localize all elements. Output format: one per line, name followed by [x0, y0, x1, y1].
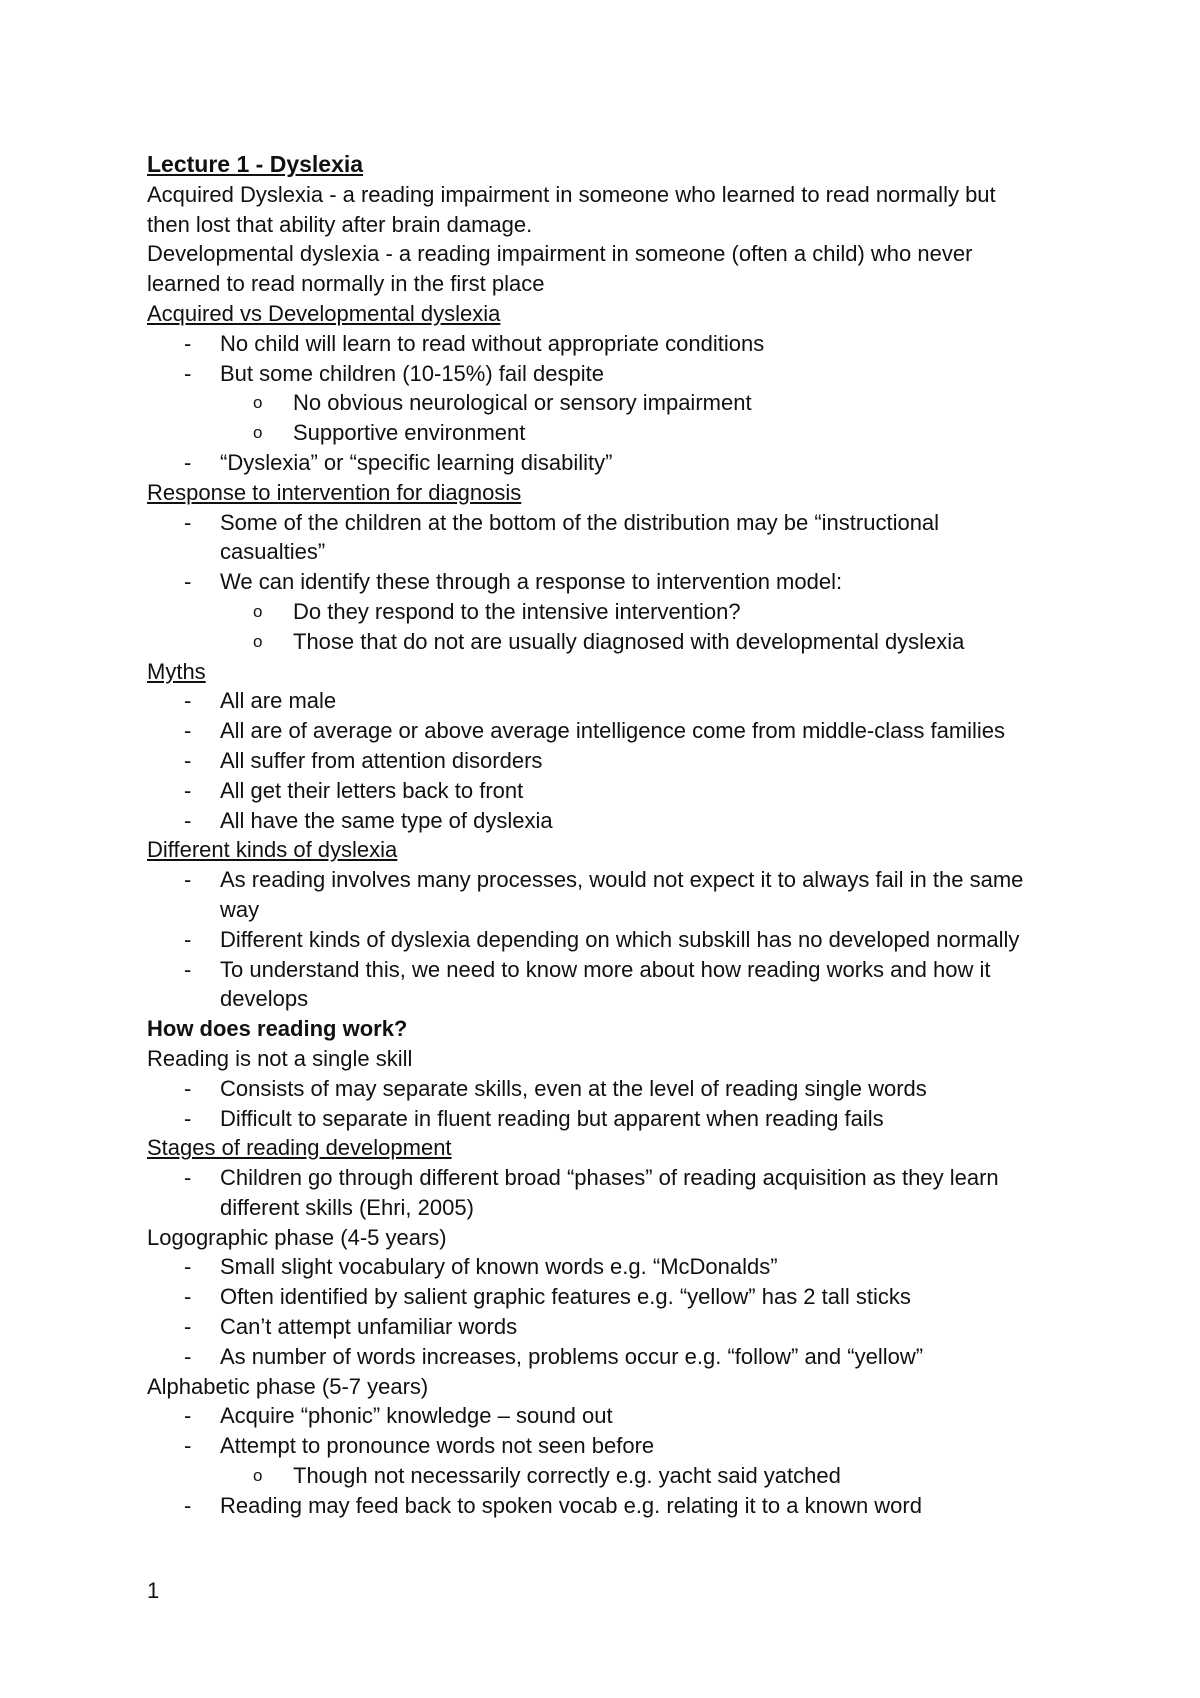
paragraph-line: Reading is not a single skill — [147, 1045, 413, 1071]
bullet-text: But some children (10-15%) fail despite — [220, 360, 604, 386]
dash-bullet-icon: - — [184, 569, 192, 595]
bullet-item — [147, 686, 1047, 716]
circle-bullet-icon: o — [253, 1466, 263, 1486]
bullet-item — [147, 1163, 1047, 1223]
bullet-item — [147, 1074, 1047, 1104]
dash-bullet-icon: - — [184, 509, 192, 535]
dash-bullet-icon: - — [184, 1314, 192, 1340]
paragraph-line: then lost that ability after brain damage. — [147, 211, 533, 237]
sub-bullet-item — [147, 388, 1047, 418]
bullet-text: Some of the children at the bottom of the distribution may be “instructional casualties” — [220, 509, 940, 565]
bullet-text: Acquire “phonic” knowledge – sound out — [220, 1403, 613, 1429]
dash-bullet-icon: - — [184, 360, 192, 386]
paragraph-line: Acquired Dyslexia - a reading impairment in someone who learned to read normally but — [147, 181, 996, 207]
bullet-item — [147, 1282, 1047, 1312]
bullet-item — [147, 865, 1047, 925]
bullet-text: Attempt to pronounce words not seen before — [220, 1433, 655, 1459]
circle-bullet-icon: o — [253, 393, 263, 413]
bullet-item — [147, 955, 1047, 1015]
paragraph-line: Developmental dyslexia - a reading impairment in someone (often a child) who never — [147, 241, 973, 267]
section-heading: Stages of reading development — [147, 1135, 452, 1161]
bullet-text: Those that do not are usually diagnosed with developmental dyslexia — [293, 628, 965, 654]
dash-bullet-icon: - — [184, 1284, 192, 1310]
bullet-text: Consists of may separate skills, even at the level of reading single words — [220, 1075, 927, 1101]
bullet-text: Difficult to separate in fluent reading but apparent when reading fails — [220, 1105, 884, 1131]
bullet-text: As number of words increases, problems occur e.g. “follow” and “yellow” — [220, 1343, 924, 1369]
dash-bullet-icon: - — [184, 926, 192, 952]
bullet-text: Small slight vocabulary of known words e.g. “McDonalds” — [220, 1254, 778, 1280]
bullet-text: Though not necessarily correctly e.g. yacht said yatched — [293, 1463, 841, 1489]
bullet-item — [147, 1401, 1047, 1431]
paragraph-line: Logographic phase (4-5 years) — [147, 1224, 447, 1250]
circle-bullet-icon: o — [253, 423, 263, 443]
bullet-text: Different kinds of dyslexia depending on which subskill has no developed normally — [220, 926, 1020, 952]
section-heading: Different kinds of dyslexia — [147, 837, 398, 863]
bullet-item — [147, 508, 1047, 568]
bullet-text: Do they respond to the intensive intervention? — [293, 598, 741, 624]
section-heading-bold: How does reading work? — [147, 1016, 408, 1042]
dash-bullet-icon: - — [184, 867, 192, 893]
document-body — [147, 150, 1047, 1521]
bullet-text: All are male — [220, 688, 337, 714]
lecture-notes — [147, 180, 1047, 1521]
bullet-item — [147, 1491, 1047, 1521]
dash-bullet-icon: - — [184, 449, 192, 475]
dash-bullet-icon: - — [184, 1343, 192, 1369]
sub-bullet-item — [147, 1461, 1047, 1491]
bullet-item — [147, 746, 1047, 776]
dash-bullet-icon: - — [184, 1075, 192, 1101]
dash-bullet-icon: - — [184, 1105, 192, 1131]
bullet-item — [147, 1431, 1047, 1461]
dash-bullet-icon: - — [184, 1165, 192, 1191]
dash-bullet-icon: - — [184, 807, 192, 833]
bullet-item — [147, 925, 1047, 955]
bullet-text: No obvious neurological or sensory impairment — [293, 390, 752, 416]
page-number: 1 — [147, 1578, 160, 1603]
dash-bullet-icon: - — [184, 1492, 192, 1518]
bullet-text: Often identified by salient graphic features e.g. “yellow” has 2 tall sticks — [220, 1284, 911, 1310]
bullet-text: Children go through different broad “phases” of reading acquisition as they learn different skills (Ehri, 2005) — [220, 1165, 999, 1220]
dash-bullet-icon: - — [184, 330, 192, 356]
bullet-text: Supportive environment — [293, 420, 526, 446]
bullet-item — [147, 329, 1047, 359]
dash-bullet-icon: - — [184, 777, 192, 803]
bullet-item — [147, 776, 1047, 806]
circle-bullet-icon: o — [253, 631, 263, 651]
bullet-text: We can identify these through a response to intervention model: — [220, 569, 843, 595]
bullet-text: All suffer from attention disorders — [220, 747, 543, 773]
bullet-item — [147, 1342, 1047, 1372]
bullet-item — [147, 1312, 1047, 1342]
paragraph-line: Alphabetic phase (5-7 years) — [147, 1373, 429, 1399]
sub-bullet-item — [147, 418, 1047, 448]
bullet-item — [147, 806, 1047, 836]
dash-bullet-icon: - — [184, 688, 192, 714]
dash-bullet-icon: - — [184, 1403, 192, 1429]
section-heading: Response to intervention for diagnosis — [147, 479, 522, 505]
bullet-text: “Dyslexia” or “specific learning disability” — [220, 449, 613, 475]
dash-bullet-icon: - — [184, 956, 192, 982]
sub-bullet-item — [147, 597, 1047, 627]
bullet-item — [147, 448, 1047, 478]
bullet-text: No child will learn to read without appropriate conditions — [220, 330, 765, 356]
bullet-text: Can’t attempt unfamiliar words — [220, 1314, 518, 1340]
dash-bullet-icon: - — [184, 747, 192, 773]
bullet-text: To understand this, we need to know more about how reading works and how it develops — [220, 956, 991, 1012]
bullet-item — [147, 1104, 1047, 1134]
section-heading: Acquired vs Developmental dyslexia — [147, 300, 501, 326]
paragraph-line: learned to read normally in the first place — [147, 271, 545, 297]
dash-bullet-icon: - — [184, 1254, 192, 1280]
section-heading: Myths — [147, 658, 206, 684]
dash-bullet-icon: - — [184, 1433, 192, 1459]
bullet-item — [147, 1252, 1047, 1282]
bullet-item — [147, 716, 1047, 746]
bullet-text: All get their letters back to front — [220, 777, 524, 803]
bullet-text: Reading may feed back to spoken vocab e.g. relating it to a known word — [220, 1492, 922, 1518]
bullet-text: All are of average or above average intelligence come from middle-class families — [220, 718, 1006, 744]
dash-bullet-icon: - — [184, 718, 192, 744]
page-title: Lecture 1 - Dyslexia — [147, 151, 364, 177]
bullet-item — [147, 359, 1047, 389]
bullet-item — [147, 567, 1047, 597]
bullet-text: All have the same type of dyslexia — [220, 807, 553, 833]
bullet-text: As reading involves many processes, would not expect it to always fail in the same way — [220, 867, 1024, 922]
sub-bullet-item — [147, 627, 1047, 657]
circle-bullet-icon: o — [253, 601, 263, 621]
